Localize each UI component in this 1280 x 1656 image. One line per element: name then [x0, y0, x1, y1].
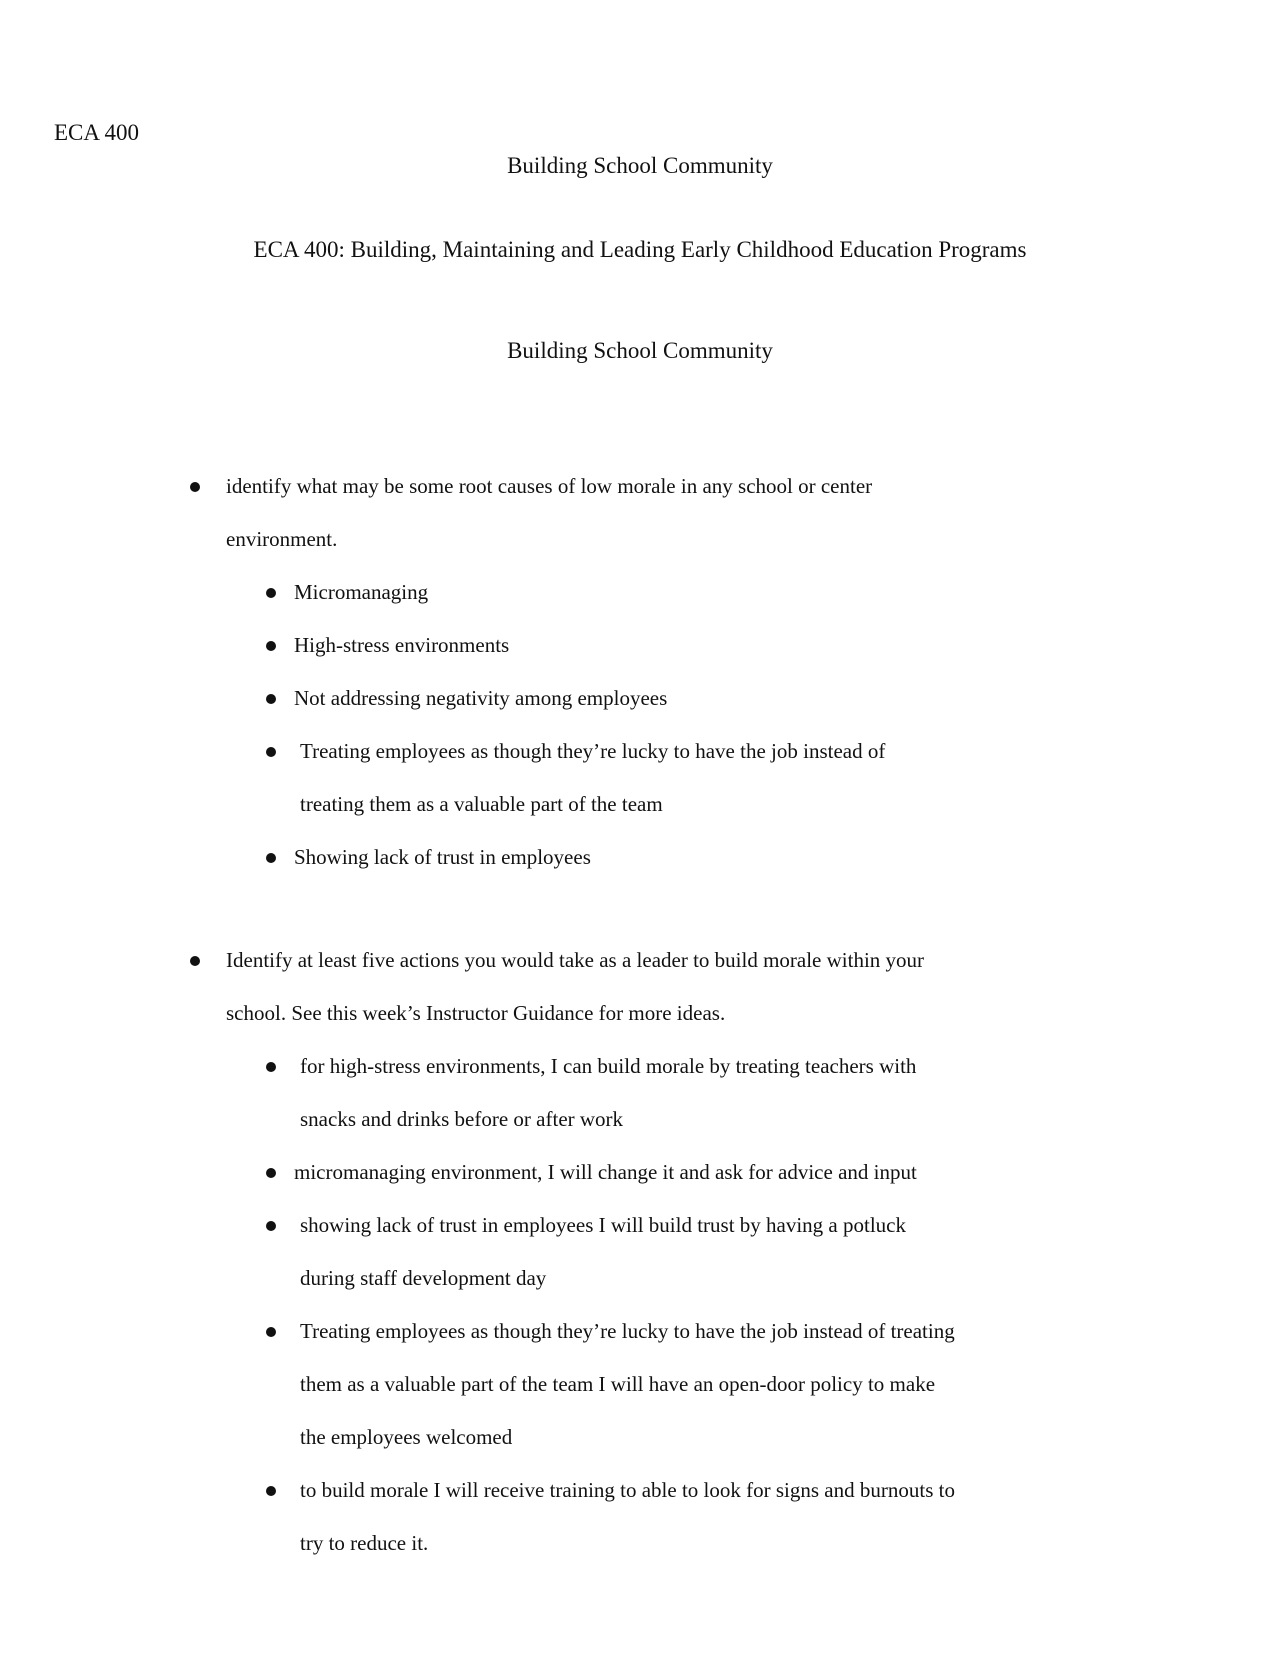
list-item: [190, 672, 1090, 725]
bullet-icon: [266, 588, 276, 598]
list-item: [190, 619, 1090, 672]
bullet-icon: [266, 1327, 276, 1337]
bullet-icon: [190, 482, 200, 492]
list-item-text: Treating employees as though they’re lucky to have the job instead of treating them as a valuable part of the team: [300, 739, 886, 816]
list-item: [190, 1040, 960, 1146]
list-item: [190, 831, 1090, 884]
bullet-icon: [266, 747, 276, 757]
bullet-icon: [266, 1062, 276, 1072]
bullet-icon: [266, 1221, 276, 1231]
sub-list-root-causes: [190, 566, 1090, 884]
document-title: Building School Community: [507, 153, 773, 178]
course-subtitle: ECA 400: Building, Maintaining and Leading Early Childhood Education Programs: [253, 237, 1027, 262]
prompt-text: identify what may be some root causes of low morale in any school or center environment.: [226, 474, 873, 551]
list-item-root-causes: [190, 460, 1090, 884]
bullet-icon: [266, 694, 276, 704]
list-item-text: Micromanaging: [294, 580, 429, 604]
bullet-list: [190, 460, 1090, 1570]
bullet-icon: [266, 641, 276, 651]
list-item: [190, 725, 910, 831]
list-item-text: Showing lack of trust in employees: [294, 845, 591, 869]
list-item-text: Treating employees as though they’re lucky to have the job instead of treating them as a valuable part of the team I will have an open-door policy to make the employees welcomed: [300, 1319, 955, 1449]
list-item-text: for high-stress environments, I can build morale by treating teachers with snacks and drinks before or after work: [300, 1054, 917, 1131]
list-item: [190, 566, 1090, 619]
list-item-text: to build morale I will receive training to able to look for signs and burnouts to try to reduce it.: [300, 1478, 955, 1555]
bullet-icon: [266, 1486, 276, 1496]
list-item-text: micromanaging environment, I will change it and ask for advice and input: [294, 1160, 917, 1184]
bullet-icon: [266, 853, 276, 863]
list-item: [190, 1464, 960, 1570]
bullet-icon: [190, 956, 200, 966]
list-item-text: High-stress environments: [294, 633, 510, 657]
sub-list-actions: [190, 1040, 1090, 1570]
list-item: [190, 1146, 1090, 1199]
list-item-actions: [190, 934, 1090, 1570]
course-code-label: ECA 400: [54, 120, 139, 145]
list-item: [190, 1305, 960, 1464]
list-item-text: Not addressing negativity among employees: [294, 686, 668, 710]
prompt-text: Identify at least five actions you would take as a leader to build morale within your school. See this week’s Instructor Guidance for more ideas.: [226, 948, 925, 1025]
section-title: Building School Community: [507, 338, 773, 363]
list-item: [190, 1199, 920, 1305]
list-item-text: showing lack of trust in employees I will build trust by having a potluck during staff development day: [300, 1213, 906, 1290]
bullet-icon: [266, 1168, 276, 1178]
